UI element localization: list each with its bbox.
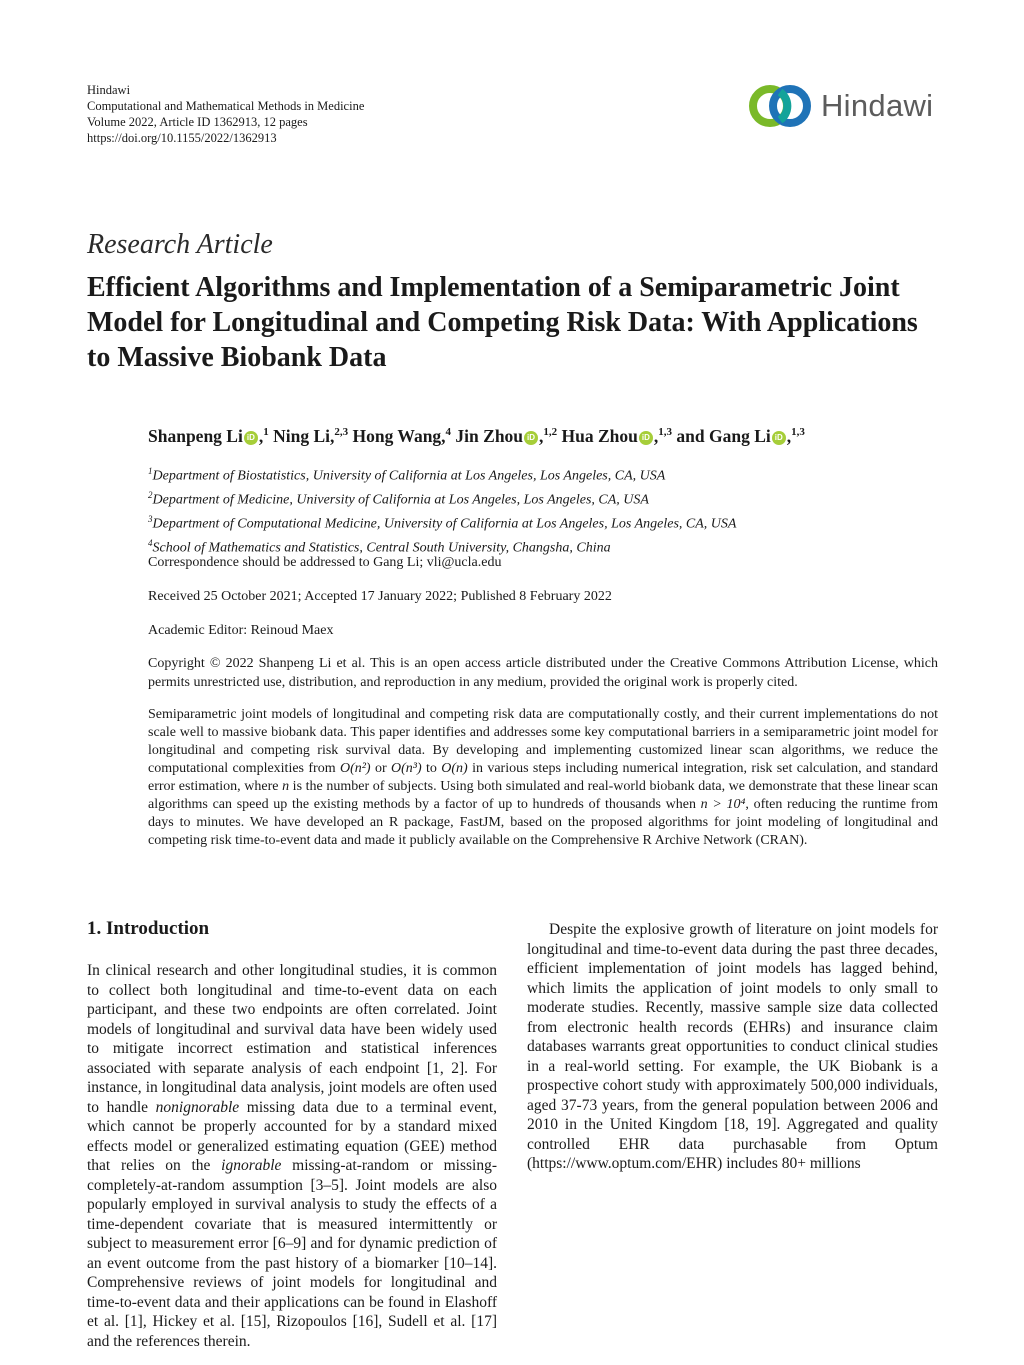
author: Shanpeng Li iD ,$^1$ [148,426,269,446]
affiliation-text: School of Mathematics and Statistics, Central South University, Changsha, China [152,541,611,557]
emphasis-text: nonignorable [155,1098,240,1116]
volume-line: Volume 2022, Article ID 1362913, 12 pages [87,115,308,129]
author-name: Hua Zhou [561,426,638,446]
author-name: and Gang Li [676,426,771,446]
abstract-text: or [370,761,391,776]
author-affiliation-sup: 1,3 [658,426,673,439]
author-affiliation-sup: 4 [445,426,452,439]
abstract-text: , often reducing the runtime from days to minutes. We have developed an R package, FastJM, based on the proposed algorithms for joint modeling of longitudinal and competing risk time-to-event data and made it publicly available on the Comprehensive R Archive Network (CRAN). [148,797,938,848]
hindawi-logo-word: Hindawi [821,88,934,123]
abstract-math: n > 10⁴ [700,797,746,812]
copyright-notice: Copyright © 2022 Shanpeng Li et al. This is an open access article distributed under the Creative Commons Attribution License, which permits unrestricted use, distribution, and reproduction in any medium, provided the original work is properly cited. [148,656,938,690]
right-column [527,920,938,1174]
author-affiliation-sup: 1,3 [791,426,805,439]
intro-paragraph-2: Despite the explosive growth of literature on joint models for longitudinal and time-to-event data during the past three decades, efficient implementation of joint models has lagged behind, which limits the application of joint models to only small to moderate studies. Recently, massive sample size data collected from electronic health records (EHRs) and insurance claim databases warrants great opportunities to conduct clinical studies in a real-world setting. For example, the UK Biobank is a prospective cohort study with approximately 500,000 individuals, aged 37-73 years, from the general population between 2006 and 2010 in the United Kingdom [18, 19]. Aggregated and quality controlled EHR data purchasable from Optum (https://www.optum.com/EHR) includes 80+ millions [527,921,938,1172]
abstract-text: Semiparametric joint models of longitudinal and competing risk data are computationally costly, and their current implementations do not scale well to massive biobank data. This paper identifies and addresses some key computational barriers in a semiparametric joint model for longitudinal and competing risk survival data. By developing and implementing customized linear scan algorithms, we reduce the computational complexities from [148,707,938,776]
hindawi-rings-icon [745,83,815,129]
hindawi-logo [745,83,933,129]
author-name: Hong Wang, [352,426,446,446]
abstract [148,706,938,850]
paragraph-text: missing data due to a terminal event, which cannot be properly accounted for by a standard mixed effects model or generalized estimating equation (GEE) method that relies on the [87,1098,498,1174]
doi-link[interactable]: https://doi.org/10.1155/2022/1362913 [87,131,277,145]
affiliation [148,486,736,510]
author [353,426,452,446]
abstract-math: O(n) [441,761,468,776]
author-list [148,426,805,447]
abstract-text: in various steps including numerical integration, risk set calculation, and standard error estimation, where [148,761,939,794]
author: and Gang Li iD ,$^{1,3}$ [676,426,805,446]
author: Hua Zhou iD ,$^{1,3}$ [561,426,673,446]
author-name: Ning Li, [273,426,335,446]
author-affiliation-sup: 1,2 [543,426,558,439]
correspondence: Correspondence should be addressed to Gang Li; vli@ucla.edu [148,555,502,570]
abstract-math: O(n³) [391,761,422,776]
abstract-math: O(n²) [339,761,371,776]
affiliations [148,462,736,559]
article-type: Research Article [87,229,273,260]
paragraph-text: In clinical research and other longitudinal studies, it is common to collect both longitudinal and time-to-event data on each participant, and these two endpoints are often correlated. Joint models of longitudinal and survival data have been widely used to mitigate incorrect estimation and statistical inferences associated with separate analysis of each endpoint [1, 2]. For instance, in longitudinal data analysis, joint models are often used to handle [87,962,497,1116]
emphasis-text: ignorable [221,1157,282,1174]
article-title: Efficient Algorithms and Implementation of a Semiparametric Joint Model for Longitudinal and Competing Risk Data: With Applications to Massive Biobank Data [87,272,918,373]
affiliation-number: 3 [148,514,153,525]
publication-dates: Received 25 October 2021; Accepted 17 January 2022; Published 8 February 2022 [148,589,612,604]
abstract-math: n [282,779,290,794]
abstract-text: is the number of subjects. Using both simulated and real-world biobank data, we demonstrate that these linear scan algorithms can speed up the existing methods by a factor of up to hundreds of thousands when [148,779,938,812]
abstract-text: to [421,761,442,776]
affiliation-number: 2 [148,490,153,501]
publisher-name: Hindawi [87,83,131,97]
author: Jin Zhou iD ,$^{1,2}$ [455,426,558,446]
intro-paragraph-1 [87,961,497,1351]
academic-editor: Academic Editor: Reinoud Maex [148,623,334,638]
orcid-icon[interactable]: iD [639,431,653,445]
journal-name: Computational and Mathematical Methods in Medicine [87,99,365,113]
paragraph-text: missing-at-random or missing-completely-at-random assumption [3–5]. Joint models are also popularly employed in survival analysis to study the effects of a time-dependent covariate that is measured intermittently or subject to measurement error [6–9] and for dynamic prediction of an event outcome from the past history of a biomarker [10–14]. Comprehensive reviews of joint models for longitudinal and time-to-event data and their applications can be found in Elashoff et al. [1], Hickey et al. [15], Rizopoulos [16], Sudell et al. [17] and the references therein. [87,1157,497,1350]
left-column [87,961,497,1351]
affiliation-number: 4 [148,538,153,549]
affiliation-text: Department of Biostatistics, University of California at Los Angeles, Los Angeles, CA, USA [152,468,666,484]
affiliation [148,462,736,486]
author-affiliation-sup: 2,3 [334,426,349,439]
orcid-icon[interactable]: iD [772,431,786,445]
orcid-icon[interactable]: iD [244,431,258,445]
journal-header [87,82,364,146]
author-name: Shanpeng Li [148,426,243,446]
author-affiliation-sup: 1 [263,426,269,439]
orcid-icon[interactable]: iD [524,431,538,445]
author [273,426,348,446]
affiliation-number: 1 [148,466,153,476]
affiliation [148,510,736,534]
author-name: Jin Zhou [455,426,524,446]
section-heading: 1. Introduction [87,918,210,939]
affiliation-text: Department of Computational Medicine, University of California at Los Angeles, Los Angeles, CA, USA [152,516,737,532]
affiliation-text: Department of Medicine, University of California at Los Angeles, Los Angeles, CA, USA [152,492,649,508]
